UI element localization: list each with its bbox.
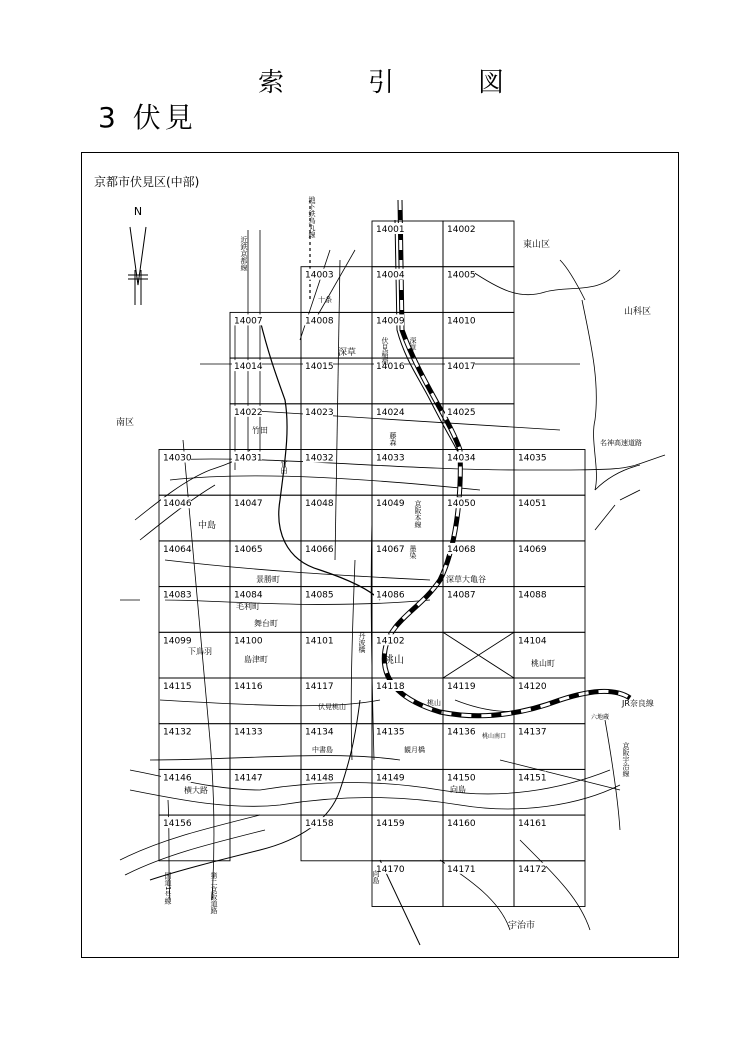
line-label-jr-nara: JR奈良線 [622,699,654,708]
index-cell-number: 14034 [447,453,476,464]
place-label-shimazucho: 島津町 [244,655,268,664]
index-cell-number: 14101 [305,636,334,647]
index-cell[interactable] [443,724,514,770]
index-cell-number: 14049 [376,499,405,510]
index-cell-number: 14023 [305,407,334,418]
index-cell[interactable] [372,267,443,313]
map-heading: 京都市伏見区(中部) [94,175,200,189]
index-cell-number: 14159 [376,819,405,830]
index-cell[interactable] [443,815,514,861]
index-cell-number: 14088 [518,590,547,601]
index-cell[interactable] [514,450,585,496]
keihan-main-line-casing [384,200,630,716]
area-label-higashiyama: 東山区 [523,240,551,250]
index-cell[interactable] [301,312,372,358]
index-cell[interactable] [372,450,443,496]
title-char-2: 引 [368,68,395,98]
index-cell-number: 14030 [163,453,192,464]
index-cell[interactable] [514,587,585,633]
index-cell[interactable] [159,495,230,541]
index-cell[interactable] [230,312,301,358]
index-cell-number: 14134 [305,727,334,738]
index-cell-number: 14133 [234,727,263,738]
index-cell[interactable] [301,678,372,724]
place-label-keishocho: 景勝町 [256,575,280,584]
index-cell-number: 14031 [234,453,263,464]
page-subtitle: 3 伏見 [98,101,197,134]
index-cell-number: 14170 [376,864,405,875]
index-cell-number: 14010 [447,316,476,327]
index-cell-number: 14017 [447,362,476,373]
index-cell[interactable] [514,541,585,587]
keihan-main-line-dash [384,200,630,716]
road-network [150,230,665,930]
station-label-momoyama: 桃山 [427,699,441,707]
index-cell-number: 14025 [447,407,476,418]
excluded-cell-cross [443,632,514,678]
place-label-takeda: 竹田 [252,426,268,435]
index-cell[interactable] [443,450,514,496]
index-cell-number: 14172 [518,864,547,875]
index-cell-number: 14004 [376,270,405,281]
index-cell[interactable] [301,541,372,587]
index-cell[interactable] [514,678,585,724]
index-cell-number: 14146 [163,773,192,784]
index-cell-number: 14050 [447,499,476,510]
index-cell-number: 14066 [305,544,334,555]
index-cell-number: 14118 [376,682,405,692]
station-label-fukakusa: 深草 [409,337,417,351]
index-cell-number: 14150 [447,773,476,784]
north-arrow [128,205,148,305]
line-label-subway: 地下鉄烏丸線 [308,196,316,238]
station-label-momoyama-minamiguchi: 桃山南口 [482,733,507,740]
line-label-keihan-main: 京阪本線 [414,500,422,528]
index-cell[interactable] [443,312,514,358]
index-cell-number: 14033 [376,453,405,464]
index-cell-number: 14014 [234,362,263,373]
index-cell[interactable] [301,495,372,541]
index-cell-number: 14016 [376,362,405,373]
index-cell-number: 14002 [447,225,476,235]
index-cell-number: 14051 [518,499,547,510]
index-cell-number: 14120 [518,682,547,692]
area-label-minami: 南区 [116,418,135,428]
index-cell[interactable] [301,404,372,450]
index-cell[interactable] [230,358,301,404]
index-cell-number: 14149 [376,773,405,784]
index-cell[interactable] [159,587,230,633]
index-cell[interactable] [372,861,443,907]
index-cell-number: 14047 [234,499,263,510]
index-cell[interactable] [159,450,230,496]
index-cell[interactable] [230,495,301,541]
index-cell-number: 14024 [376,407,405,418]
index-cell[interactable] [372,404,443,450]
index-cell-number: 14136 [447,727,476,738]
index-cell[interactable] [301,815,372,861]
railway-network [150,200,630,945]
index-cell[interactable] [230,769,301,815]
index-cell[interactable] [514,632,585,678]
index-cell-number: 14032 [305,453,334,464]
index-cell-number: 14048 [305,499,334,510]
index-cell-number: 14148 [305,773,334,784]
index-cell-number: 14135 [376,727,405,738]
index-cell[interactable] [372,769,443,815]
station-label-kangetsukyo: 観月橋 [404,746,425,754]
index-cell-number: 14099 [163,636,192,647]
area-label-yamashina: 山科区 [624,307,652,317]
index-cell[interactable] [230,724,301,770]
station-label-fushimi-inari: 伏見稲荷 [381,337,389,365]
index-cell-number: 14132 [163,727,192,738]
index-cell[interactable] [372,495,443,541]
index-cell-number: 14003 [305,270,334,281]
index-cell[interactable] [443,587,514,633]
station-label-fushimi-momoyama: 伏見桃山 [318,703,346,711]
station-label-jujo: 十条 [318,296,332,304]
index-cell[interactable] [514,495,585,541]
index-cell-number: 14117 [305,682,334,692]
north-arrow-cross-icon [128,270,148,305]
station-label-mukaijima: 向島 [372,870,380,884]
index-cell-number: 14085 [305,590,334,601]
area-label-uji: 宇治市 [508,921,536,931]
ward-boundary-yamashina [582,300,596,490]
index-cell-number: 14115 [163,682,192,692]
north-label: N [133,205,143,218]
index-cell[interactable] [514,724,585,770]
index-grid [159,221,585,907]
index-cell[interactable] [301,587,372,633]
index-cell-number: 14158 [305,819,334,830]
index-cell[interactable] [301,769,372,815]
place-label-butaicho: 舞台町 [254,619,278,628]
index-cell-number: 14171 [447,864,476,875]
index-cell-number: 14083 [163,590,192,601]
index-cell-number: 14046 [163,499,192,510]
line-label-daini-keihan: 第二京阪道路 [210,872,218,914]
line-label-meishin: 名神高速道路 [600,439,642,447]
index-cell[interactable] [514,815,585,861]
title-char-1: 索 [258,68,285,98]
north-arrow-icon [130,227,146,285]
station-label-sumizome: 墨染 [409,545,417,559]
index-cell-number: 14087 [447,590,476,601]
index-cell-number: 14022 [234,407,263,418]
index-cell[interactable] [159,724,230,770]
station-label-chushojima: 中書島 [312,746,333,754]
line-label-kintetsu: 近鉄京都線 [240,236,248,271]
index-cell-number: 14008 [305,316,334,327]
index-cell-number: 14009 [376,316,405,327]
index-cell[interactable] [443,632,514,678]
index-cell-number: 14005 [447,270,476,281]
place-label-fukakusa-okamedani: 深草大亀谷 [446,575,486,584]
station-label-fujinomori: 藤森 [389,432,397,446]
index-cell-number: 14068 [447,544,476,555]
line-label-keihan-uji: 京阪宇治線 [622,742,630,777]
ward-boundary-higashiyama [470,270,620,295]
index-cell-number: 14156 [163,819,192,830]
index-cell-number: 14001 [376,225,405,235]
station-label-takeda: 竹田 [280,460,288,474]
place-label-yokoji: 横大路 [184,786,208,795]
index-cell-number: 14069 [518,544,547,555]
line-label-route1: 国道1号線 [164,872,172,905]
index-cell-number: 14151 [518,773,547,784]
place-label-morimachi: 毛利町 [236,602,260,611]
index-cell[interactable] [372,541,443,587]
index-cell-number: 14035 [518,453,547,464]
index-cell[interactable] [372,815,443,861]
index-cell-number: 14100 [234,636,263,647]
index-cell[interactable] [301,358,372,404]
index-cell-number: 14065 [234,544,263,555]
index-cell-number: 14102 [376,636,405,647]
index-cell-number: 14160 [447,819,476,830]
place-label-momoyamacho: 桃山町 [531,659,555,668]
place-label-mukaijima: 向島 [450,785,466,794]
index-cell-number: 14147 [234,773,263,784]
index-cell-number: 14084 [234,590,263,601]
place-label-nakajima: 中島 [198,521,217,531]
place-label-fukakusa: 深草 [338,348,357,358]
index-cell-number: 14119 [447,682,476,692]
title-char-3: 図 [478,68,505,98]
station-label-rokujizo: 六地蔵 [591,714,610,721]
index-cell[interactable] [443,861,514,907]
index-cell-number: 14015 [305,362,334,373]
index-cell-number: 14067 [376,544,405,555]
place-label-shimotoba: 下鳥羽 [188,647,212,656]
index-cell[interactable] [443,221,514,267]
index-cell-number: 14137 [518,727,547,738]
index-cell-number: 14086 [376,590,405,601]
index-cell[interactable] [372,221,443,267]
index-cell[interactable] [159,815,230,861]
place-label-momoyama: 桃山 [384,655,404,666]
index-cell-number: 14161 [518,819,547,830]
index-cell-number: 14064 [163,544,192,555]
index-cell[interactable] [230,678,301,724]
index-cell-number: 14007 [234,316,263,327]
index-cell-number: 14116 [234,682,263,692]
station-label-tambabashi: 丹波橋 [358,632,366,653]
index-cell[interactable] [230,450,301,496]
index-cell-number: 14104 [518,636,547,647]
index-cell[interactable] [443,358,514,404]
